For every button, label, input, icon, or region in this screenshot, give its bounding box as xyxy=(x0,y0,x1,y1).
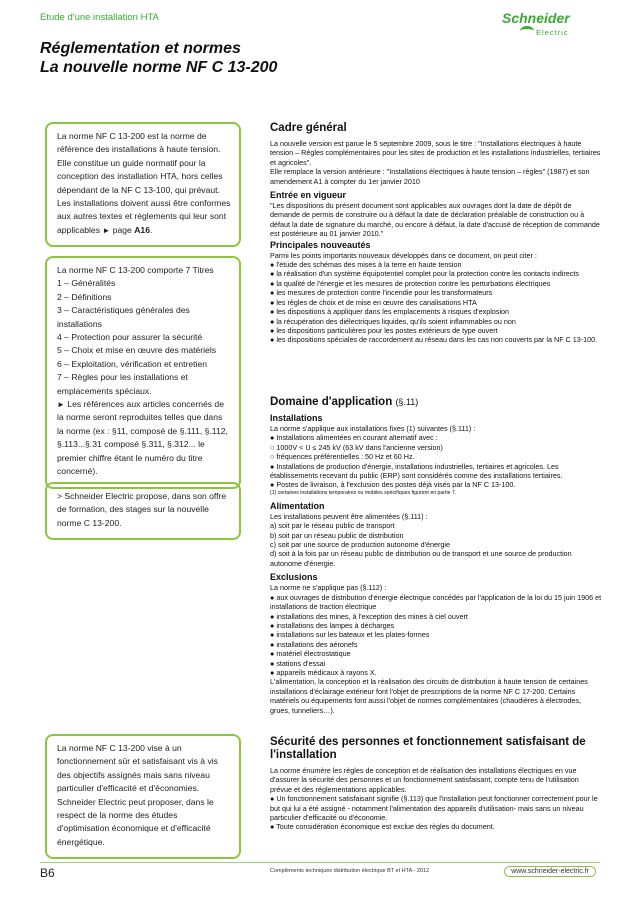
entree-p1: "Les dispositions du présent document sont applicables aux ouvrages dont la date de dépôt de demande de permis de construire ou à défaut la date de déclaration préalable de construction ou à défaut la date de signature du marché, ou encore à défaut, la date d'accusé de réception de commande est postérieure au 01 janvier 2010." xyxy=(270,201,600,239)
exclusions-heading: Exclusions xyxy=(270,572,318,583)
nouveautes-item: ● les dispositions spéciales de raccordement au réseau dans les cas non couverts par la NF C 13-100. xyxy=(270,335,598,345)
installations-note: (1) certaines installations temporaires ou mobiles spécifiques figurent en partie 7. xyxy=(270,489,457,496)
securite-line: La norme énumère les règles de conception et de réalisation des installations électriques en vue d'assurer la sécurité des personnes et un fonctionnement satisfaisant, compte tenu de l'utilisation prévue et des réglementations applicables. xyxy=(270,766,579,794)
exclusions-line: ● installations des mines, à l'exception des mines à ciel ouvert xyxy=(270,611,468,621)
installations-line: La norme s'applique aux installations fixes (1) suivantes (§.111) : xyxy=(270,424,476,433)
box2-item: 6 – Exploitation, vérification et entretien xyxy=(57,358,208,369)
exclusions-line: L'alimentation, la conception et la réalisation des circuits de distribution à haute tension de certaines installations d'éclairage extérieur font l'objet de prescriptions de la norme NF C 17-200. Certains matériels ou équipements font aussi l'objet de normes complémentaires (chaudières à électrodes, grues, tunneliers…). xyxy=(270,677,588,715)
box1-page-link[interactable]: A16 xyxy=(134,224,150,235)
alimentation-line: Les installations peuvent être alimentées (§.111) : xyxy=(270,511,428,521)
page-number: B6 xyxy=(40,866,55,880)
exclusions-line: ● stations d'essai xyxy=(270,658,326,668)
box2-note: Les références aux articles concernés de la norme seront reproduites telles que dans la norme (ex : §11, composé de §.111, §.112, §.113...§.31 composé §.311, §.312... le premier chiffre étant le numéro du titre concerné). xyxy=(57,399,228,477)
nouveautes-item: ● les règles de choix et de mise en œuvre des canalisations HTA xyxy=(270,297,477,307)
box3-text: > Schneider Electric propose, dans son offre de formation, des stages sur la nouvelle norme C 13-200. xyxy=(57,491,227,528)
section-cadre xyxy=(270,122,602,345)
section-securite xyxy=(270,736,602,832)
nouveautes-item: ● la qualité de l'énergie et les mesures de protection contre les perturbations électriques xyxy=(270,278,551,288)
footer-caption: Compléments techniques distribution électrique BT et HTA - 2012 xyxy=(270,868,430,874)
installations-line: ○ 1000V < U ≤ 245 kV (63 kV dans l'ancienne version) xyxy=(270,442,443,452)
alimentation-line: b) soit par un réseau public de distribution xyxy=(270,530,404,540)
logo-sub: Electric xyxy=(536,28,569,37)
section-domaine xyxy=(270,396,602,715)
cadre-p1: La nouvelle version est parue le 5 septembre 2009, sous le titre : "Installations électriques à haute tension – Règles complémentaires pour les sites de production et les installations industrielles, tertiaires et agricoles". xyxy=(270,139,601,167)
installations-line: ● Postes de livraison, à l'exclusion des postes déjà visés par la NF C 13-100. xyxy=(270,480,516,490)
exclusions-line: ● appareils médicaux à rayons X. xyxy=(270,667,377,677)
box1-page-ref: page xyxy=(110,224,135,235)
nouveautes-item: ● les dispositions particulières pour les postes extérieurs de type ouvert xyxy=(270,325,498,335)
exclusions-line: ● aux ouvrages de distribution d'énergie électrique concédés par l'application de la loi du 15 juin 1906 et installations de traction électrique xyxy=(270,592,602,612)
logo-name: Schneider xyxy=(502,10,570,26)
box2-intro: La norme NF C 13-200 comporte 7 Titres xyxy=(57,265,214,275)
box2-item: 1 – Généralités xyxy=(57,278,116,289)
title-line2: La nouvelle norme NF C 13-200 xyxy=(40,59,278,76)
arrow-right-icon: ► xyxy=(102,225,111,235)
nouveautes-heading: Principales nouveautés xyxy=(270,239,371,250)
box2-item: 3 – Caractéristiques générales des installations xyxy=(57,305,190,329)
schneider-logo xyxy=(496,10,596,40)
domaine-ref: (§.11) xyxy=(395,397,419,407)
box2-item: 2 – Définitions xyxy=(57,291,112,302)
box1-text: La norme NF C 13-200 est la norme de référence des installations à haute tension. Elle constitue un guide normatif pour la conception des installation HTA, hors celles dépendant de la NF C 13-100, qui prévaut. Les installations doivent aussi être conformes aux autres textes et règlements qui leur sont applicables xyxy=(57,131,231,235)
sidebar-box-efficacite xyxy=(45,734,241,859)
nouveautes-item: ● les mesures de protection contre l'incendie pour les transformateurs xyxy=(270,288,493,298)
exclusions-line: La norme ne s'applique pas (§.112) : xyxy=(270,583,387,593)
nouveautes-item: ● les dispositions à appliquer dans les emplacements à risques d'explosion xyxy=(270,307,510,317)
doc-label: Etude d'une installation HTA xyxy=(40,12,159,23)
nouveautes-item: ● la récupération des diélectriques liquides, qu'ils soient inflammables ou non xyxy=(270,316,516,326)
alimentation-line: d) soit à la fois par un réseau public de distribution ou de transport et une source de production autonome d'énergie. xyxy=(270,549,572,568)
footer-divider xyxy=(40,862,600,863)
sidebar-box-intro xyxy=(45,122,241,247)
exclusions-line: ● matériel électrostatique xyxy=(270,649,351,659)
installations-line: ● Installations de production d'énergie, installations industrielles, tertiaires et agricoles. Les établissements recevant du public (ERP) sont considérés comme des installations tertiaires. xyxy=(270,461,563,481)
cadre-heading: Cadre général xyxy=(270,122,347,134)
title-line1: Réglementation et normes xyxy=(40,40,241,57)
box2-item: 5 – Choix et mise en œuvre des matériels xyxy=(57,345,217,356)
sidebar-box-titres xyxy=(45,256,241,489)
box4-text: La norme NF C 13-200 vise à un fonctionnement sûr et satisfaisant vis à vis des objectifs assignés mais sans niveau particulier d'efficacité et d'économies. Schneider Electric peut proposer, dans le respect de la norme des études d'optimisation économique et d'efficacité énergétique. xyxy=(57,743,218,847)
installations-line: ○ fréquences préférentielles : 50 Hz et 60 Hz. xyxy=(270,452,415,462)
cadre-p2: Elle remplace la version antérieure : "Installations électriques à haute tension – règles" (1987) et son amendement A1 à compter du 1er janvier 2010 xyxy=(270,167,590,186)
securite-line: ● Toute considération économique est exclue des règles du document. xyxy=(270,822,495,832)
footer-url-link[interactable]: www.schneider-electric.fr xyxy=(504,866,596,877)
nouveautes-item: ● la réalisation d'un système équipotentiel complet pour la protection contre les contacts indirects xyxy=(270,269,579,279)
exclusions-line: ● installations des aéronefs xyxy=(270,639,358,649)
securite-line: ● Un fonctionnement satisfaisant signifie (§.113) que l'installation peut fonctionner correctement pour le but qui lui a été assigné - notamment l'alimentation des appareils d'utilisation- mais sans un niveau particulier d'efficacité ou d'économie. xyxy=(270,794,598,823)
nouveautes-intro: Parmi les points importants nouveaux développés dans ce document, on peut citer : xyxy=(270,250,537,260)
exclusions-line: ● installations des lampes à décharges xyxy=(270,620,395,630)
alimentation-heading: Alimentation xyxy=(270,500,325,511)
nouveautes-item: ● l'étude des schémas des mises à la terre en haute tension xyxy=(270,260,462,270)
sidebar-box-formation xyxy=(45,482,241,540)
installations-heading: Installations xyxy=(270,413,323,423)
logo-swirl-icon xyxy=(520,26,534,36)
alimentation-line: c) soit par une source de production autonome d'énergie xyxy=(270,540,450,550)
exclusions-line: ● installations sur les bateaux et les plates-formes xyxy=(270,630,430,640)
domaine-heading: Domaine d'application xyxy=(270,396,393,408)
alimentation-line: a) soit par le réseau public de transport xyxy=(270,521,395,531)
installations-line: ● Installations alimentées en courant alternatif avec : xyxy=(270,433,438,443)
page-title xyxy=(40,39,277,77)
securite-heading: Sécurité des personnes et fonctionnement satisfaisant de l'installation xyxy=(270,736,586,761)
entree-heading: Entrée en vigueur xyxy=(270,190,347,201)
box2-item: 4 – Protection pour assurer la sécurité xyxy=(57,332,203,343)
box2-item: 7 – Règles pour les installations et emplacements spéciaux. xyxy=(57,372,188,396)
arrow-right-icon: ► xyxy=(57,400,65,410)
box1-end: . xyxy=(149,224,153,235)
